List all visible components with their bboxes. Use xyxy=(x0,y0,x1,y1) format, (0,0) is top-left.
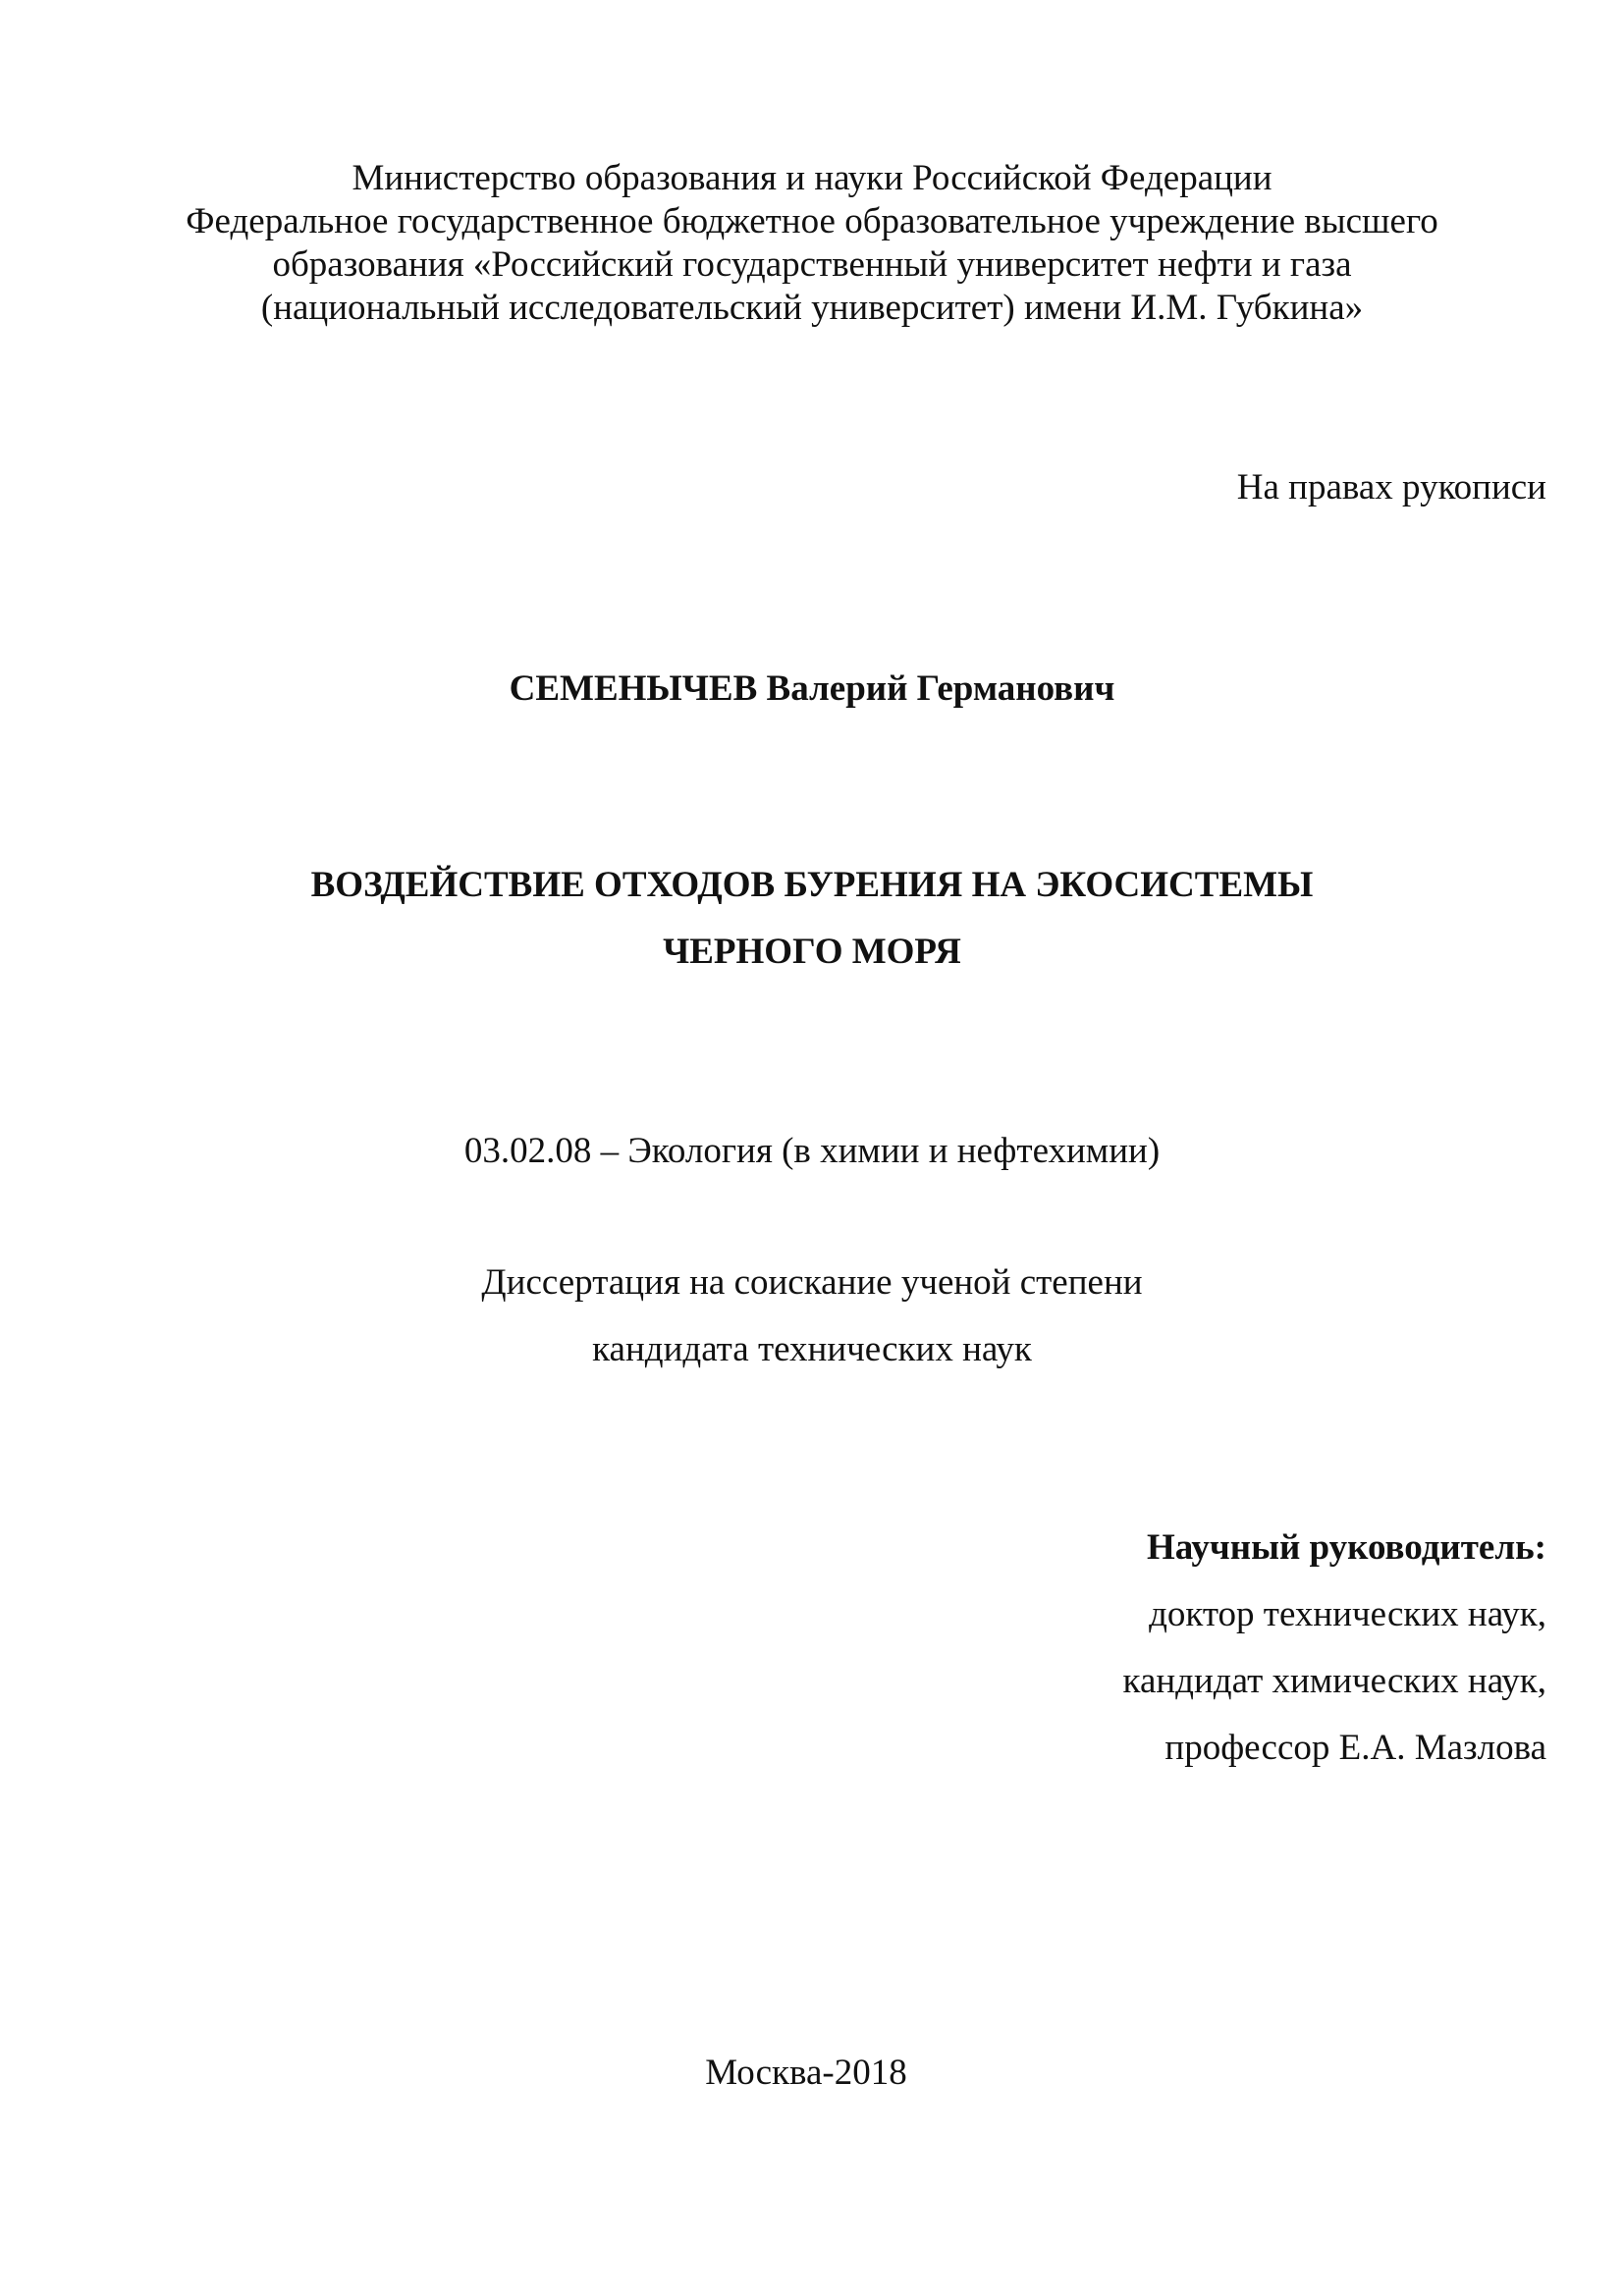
supervisor-heading: Научный руководитель: xyxy=(1147,1527,1546,1568)
supervisor-line-1: доктор технических наук, xyxy=(1149,1594,1546,1634)
degree-line-2: кандидата технических наук xyxy=(592,1329,1032,1369)
manuscript-note: На правах рукописи xyxy=(1236,467,1546,507)
header-line-ministry: Министерство образования и науки Российской Федерации xyxy=(352,158,1272,198)
city-year: Москва-2018 xyxy=(705,2053,907,2093)
author-name: СЕМЕНЫЧЕВ Валерий Германович xyxy=(509,668,1115,709)
supervisor-line-3: профессор Е.А. Мазлова xyxy=(1164,1728,1546,1768)
header-line-university: образования «Российский государственный университет нефти и газа xyxy=(272,244,1352,285)
title-line-2: ЧЕРНОГО МОРЯ xyxy=(663,932,961,972)
header-line-institution-type: Федеральное государственное бюджетное образовательное учреждение высшего xyxy=(186,201,1438,241)
supervisor-line-2: кандидат химических наук, xyxy=(1122,1661,1546,1701)
title-line-1: ВОЗДЕЙСТВИЕ ОТХОДОВ БУРЕНИЯ НА ЭКОСИСТЕМЫ xyxy=(310,865,1314,905)
header-line-university-name: (национальный исследовательский университет) имени И.М. Губкина» xyxy=(260,288,1364,328)
degree-line-1: Диссертация на соискание ученой степени xyxy=(481,1262,1143,1303)
specialty-code: 03.02.08 – Экология (в химии и нефтехимии) xyxy=(463,1131,1161,1171)
